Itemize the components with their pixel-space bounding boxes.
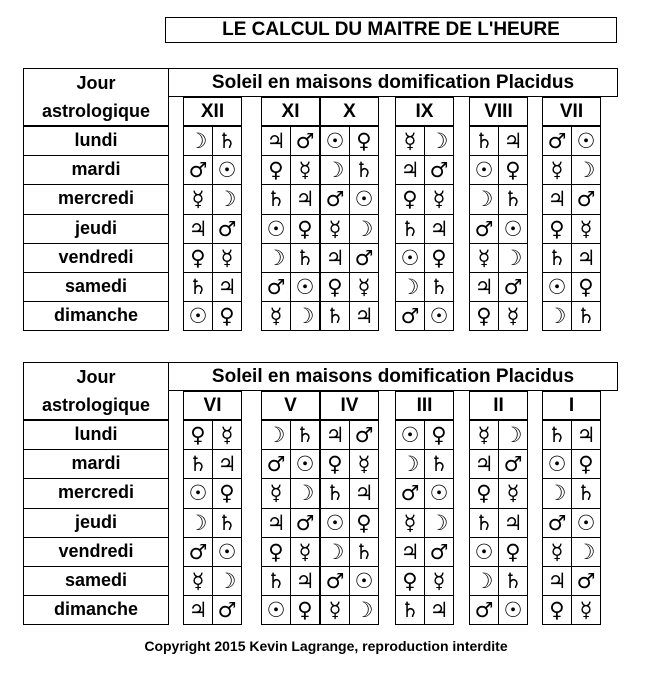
moon-icon: ☽	[498, 243, 528, 273]
sun-icon: ☉	[320, 126, 350, 156]
mars-icon: ♂	[261, 272, 291, 302]
moon-icon: ☽	[290, 478, 320, 508]
saturn-icon: ♄	[542, 243, 572, 273]
venus-icon: ♀	[542, 214, 572, 244]
sun-icon: ☉	[571, 126, 601, 156]
mercury-icon: ☿	[212, 243, 242, 273]
header-jour	[23, 68, 169, 126]
sun-icon: ☉	[349, 184, 379, 214]
header-jour	[23, 362, 169, 420]
jupiter-icon: ♃	[183, 214, 213, 244]
mars-icon: ♂	[320, 566, 350, 596]
day-label: samedi	[23, 272, 169, 302]
saturn-icon: ♄	[498, 184, 528, 214]
sun-icon: ☉	[261, 595, 291, 625]
header-jour-line: Jour	[76, 366, 116, 387]
venus-icon: ♀	[349, 126, 379, 156]
venus-icon: ♀	[571, 449, 601, 479]
sun-icon: ☉	[424, 478, 454, 508]
moon-icon: ☽	[542, 301, 572, 331]
moon-icon: ☽	[261, 243, 291, 273]
sun-icon: ☉	[542, 272, 572, 302]
header-soleil: Soleil en maisons domification Placidus	[169, 68, 618, 97]
sun-icon: ☉	[183, 301, 213, 331]
sun-icon: ☉	[212, 155, 242, 185]
house-label: X	[320, 97, 379, 126]
planetary-hour-table-1	[23, 68, 618, 330]
venus-icon: ♀	[349, 508, 379, 538]
venus-icon: ♀	[183, 243, 213, 273]
venus-icon: ♀	[469, 478, 499, 508]
jupiter-icon: ♃	[498, 508, 528, 538]
sun-icon: ☉	[212, 537, 242, 567]
mars-icon: ♂	[469, 214, 499, 244]
mars-icon: ♂	[498, 272, 528, 302]
mars-icon: ♂	[395, 478, 425, 508]
mars-icon: ♂	[469, 595, 499, 625]
moon-icon: ☽	[183, 508, 213, 538]
mercury-icon: ☿	[212, 420, 242, 450]
sun-icon: ☉	[261, 214, 291, 244]
jupiter-icon: ♃	[320, 420, 350, 450]
saturn-icon: ♄	[320, 301, 350, 331]
mars-icon: ♂	[349, 243, 379, 273]
venus-icon: ♀	[424, 243, 454, 273]
jupiter-icon: ♃	[424, 595, 454, 625]
jupiter-icon: ♃	[261, 126, 291, 156]
jupiter-icon: ♃	[290, 566, 320, 596]
house-label: IV	[320, 391, 379, 420]
mercury-icon: ☿	[424, 184, 454, 214]
house-label: II	[469, 391, 528, 420]
jupiter-icon: ♃	[395, 155, 425, 185]
mercury-icon: ☿	[349, 449, 379, 479]
venus-icon: ♀	[395, 184, 425, 214]
sun-icon: ☉	[395, 243, 425, 273]
header-jour-line: astrologique	[41, 394, 150, 415]
moon-icon: ☽	[469, 566, 499, 596]
mercury-icon: ☿	[469, 420, 499, 450]
venus-icon: ♀	[261, 537, 291, 567]
jupiter-icon: ♃	[320, 243, 350, 273]
venus-icon: ♀	[212, 301, 242, 331]
mars-icon: ♂	[290, 126, 320, 156]
mercury-icon: ☿	[571, 595, 601, 625]
mars-icon: ♂	[212, 595, 242, 625]
saturn-icon: ♄	[424, 272, 454, 302]
moon-icon: ☽	[395, 272, 425, 302]
house-label: III	[395, 391, 454, 420]
sun-icon: ☉	[349, 566, 379, 596]
house-label: I	[542, 391, 601, 420]
sun-icon: ☉	[542, 449, 572, 479]
mercury-icon: ☿	[183, 184, 213, 214]
moon-icon: ☽	[290, 301, 320, 331]
jupiter-icon: ♃	[290, 184, 320, 214]
sun-icon: ☉	[290, 449, 320, 479]
mercury-icon: ☿	[424, 566, 454, 596]
venus-icon: ♀	[571, 272, 601, 302]
moon-icon: ☽	[261, 420, 291, 450]
day-label: jeudi	[23, 214, 169, 244]
saturn-icon: ♄	[349, 537, 379, 567]
house-label: XII	[183, 97, 242, 126]
saturn-icon: ♄	[290, 420, 320, 450]
house-label: XI	[261, 97, 320, 126]
saturn-icon: ♄	[469, 126, 499, 156]
header-jour-line: astrologique	[41, 100, 150, 121]
moon-icon: ☽	[183, 126, 213, 156]
mars-icon: ♂	[424, 155, 454, 185]
venus-icon: ♀	[424, 420, 454, 450]
saturn-icon: ♄	[212, 508, 242, 538]
sun-icon: ☉	[498, 214, 528, 244]
moon-icon: ☽	[349, 595, 379, 625]
jupiter-icon: ♃	[469, 449, 499, 479]
saturn-icon: ♄	[212, 126, 242, 156]
venus-icon: ♀	[469, 301, 499, 331]
jupiter-icon: ♃	[349, 301, 379, 331]
mercury-icon: ☿	[571, 214, 601, 244]
saturn-icon: ♄	[349, 155, 379, 185]
sun-icon: ☉	[498, 595, 528, 625]
moon-icon: ☽	[212, 566, 242, 596]
mars-icon: ♂	[571, 566, 601, 596]
mars-icon: ♂	[212, 214, 242, 244]
mercury-icon: ☿	[261, 301, 291, 331]
day-label: mardi	[23, 155, 169, 185]
moon-icon: ☽	[320, 155, 350, 185]
mercury-icon: ☿	[498, 478, 528, 508]
moon-icon: ☽	[424, 126, 454, 156]
mars-icon: ♂	[395, 301, 425, 331]
saturn-icon: ♄	[395, 595, 425, 625]
mercury-icon: ☿	[320, 214, 350, 244]
moon-icon: ☽	[349, 214, 379, 244]
day-label: vendredi	[23, 243, 169, 273]
jupiter-icon: ♃	[183, 595, 213, 625]
moon-icon: ☽	[424, 508, 454, 538]
day-label: vendredi	[23, 537, 169, 567]
jupiter-icon: ♃	[571, 420, 601, 450]
saturn-icon: ♄	[469, 508, 499, 538]
saturn-icon: ♄	[320, 478, 350, 508]
day-label: mercredi	[23, 478, 169, 508]
venus-icon: ♀	[183, 420, 213, 450]
venus-icon: ♀	[320, 272, 350, 302]
moon-icon: ☽	[320, 537, 350, 567]
mars-icon: ♂	[424, 537, 454, 567]
venus-icon: ♀	[498, 537, 528, 567]
venus-icon: ♀	[261, 155, 291, 185]
moon-icon: ☽	[542, 478, 572, 508]
day-label: mardi	[23, 449, 169, 479]
mercury-icon: ☿	[395, 508, 425, 538]
venus-icon: ♀	[290, 214, 320, 244]
sun-icon: ☉	[395, 420, 425, 450]
saturn-icon: ♄	[395, 214, 425, 244]
day-label: lundi	[23, 420, 169, 450]
house-label: VII	[542, 97, 601, 126]
planetary-hour-table-2	[23, 362, 618, 624]
jupiter-icon: ♃	[469, 272, 499, 302]
house-label: IX	[395, 97, 454, 126]
page-title: LE CALCUL DU MAITRE DE L'HEURE	[165, 17, 617, 43]
mercury-icon: ☿	[542, 155, 572, 185]
jupiter-icon: ♃	[349, 478, 379, 508]
mercury-icon: ☿	[542, 537, 572, 567]
day-label: samedi	[23, 566, 169, 596]
day-label: dimanche	[23, 595, 169, 625]
moon-icon: ☽	[571, 537, 601, 567]
venus-icon: ♀	[498, 155, 528, 185]
mars-icon: ♂	[498, 449, 528, 479]
mars-icon: ♂	[183, 537, 213, 567]
sun-icon: ☉	[469, 537, 499, 567]
jupiter-icon: ♃	[424, 214, 454, 244]
saturn-icon: ♄	[183, 272, 213, 302]
saturn-icon: ♄	[261, 184, 291, 214]
venus-icon: ♀	[212, 478, 242, 508]
jupiter-icon: ♃	[542, 566, 572, 596]
venus-icon: ♀	[320, 449, 350, 479]
saturn-icon: ♄	[498, 566, 528, 596]
sun-icon: ☉	[571, 508, 601, 538]
saturn-icon: ♄	[183, 449, 213, 479]
house-label: V	[261, 391, 320, 420]
saturn-icon: ♄	[424, 449, 454, 479]
jupiter-icon: ♃	[542, 184, 572, 214]
jupiter-icon: ♃	[498, 126, 528, 156]
sun-icon: ☉	[469, 155, 499, 185]
sun-icon: ☉	[183, 478, 213, 508]
saturn-icon: ♄	[571, 478, 601, 508]
moon-icon: ☽	[395, 449, 425, 479]
jupiter-icon: ♃	[395, 537, 425, 567]
saturn-icon: ♄	[261, 566, 291, 596]
mars-icon: ♂	[261, 449, 291, 479]
jupiter-icon: ♃	[212, 449, 242, 479]
moon-icon: ☽	[571, 155, 601, 185]
moon-icon: ☽	[498, 420, 528, 450]
mercury-icon: ☿	[290, 537, 320, 567]
header-soleil: Soleil en maisons domification Placidus	[169, 362, 618, 391]
saturn-icon: ♄	[571, 301, 601, 331]
day-label: mercredi	[23, 184, 169, 214]
jupiter-icon: ♃	[571, 243, 601, 273]
day-label: lundi	[23, 126, 169, 156]
mercury-icon: ☿	[290, 155, 320, 185]
mars-icon: ♂	[183, 155, 213, 185]
moon-icon: ☽	[212, 184, 242, 214]
mercury-icon: ☿	[395, 126, 425, 156]
header-jour-line: Jour	[76, 72, 116, 93]
mars-icon: ♂	[349, 420, 379, 450]
mercury-icon: ☿	[469, 243, 499, 273]
mars-icon: ♂	[542, 508, 572, 538]
day-label: dimanche	[23, 301, 169, 331]
jupiter-icon: ♃	[212, 272, 242, 302]
jupiter-icon: ♃	[261, 508, 291, 538]
house-label: VI	[183, 391, 242, 420]
mercury-icon: ☿	[183, 566, 213, 596]
mercury-icon: ☿	[320, 595, 350, 625]
moon-icon: ☽	[469, 184, 499, 214]
mars-icon: ♂	[542, 126, 572, 156]
mars-icon: ♂	[320, 184, 350, 214]
sun-icon: ☉	[290, 272, 320, 302]
saturn-icon: ♄	[542, 420, 572, 450]
mars-icon: ♂	[571, 184, 601, 214]
venus-icon: ♀	[395, 566, 425, 596]
copyright-notice: Copyright 2015 Kevin Lagrange, reproduction interdite	[144, 638, 508, 654]
venus-icon: ♀	[542, 595, 572, 625]
mercury-icon: ☿	[261, 478, 291, 508]
venus-icon: ♀	[290, 595, 320, 625]
day-label: jeudi	[23, 508, 169, 538]
mercury-icon: ☿	[349, 272, 379, 302]
house-label: VIII	[469, 97, 528, 126]
sun-icon: ☉	[424, 301, 454, 331]
mercury-icon: ☿	[498, 301, 528, 331]
saturn-icon: ♄	[290, 243, 320, 273]
mars-icon: ♂	[290, 508, 320, 538]
sun-icon: ☉	[320, 508, 350, 538]
